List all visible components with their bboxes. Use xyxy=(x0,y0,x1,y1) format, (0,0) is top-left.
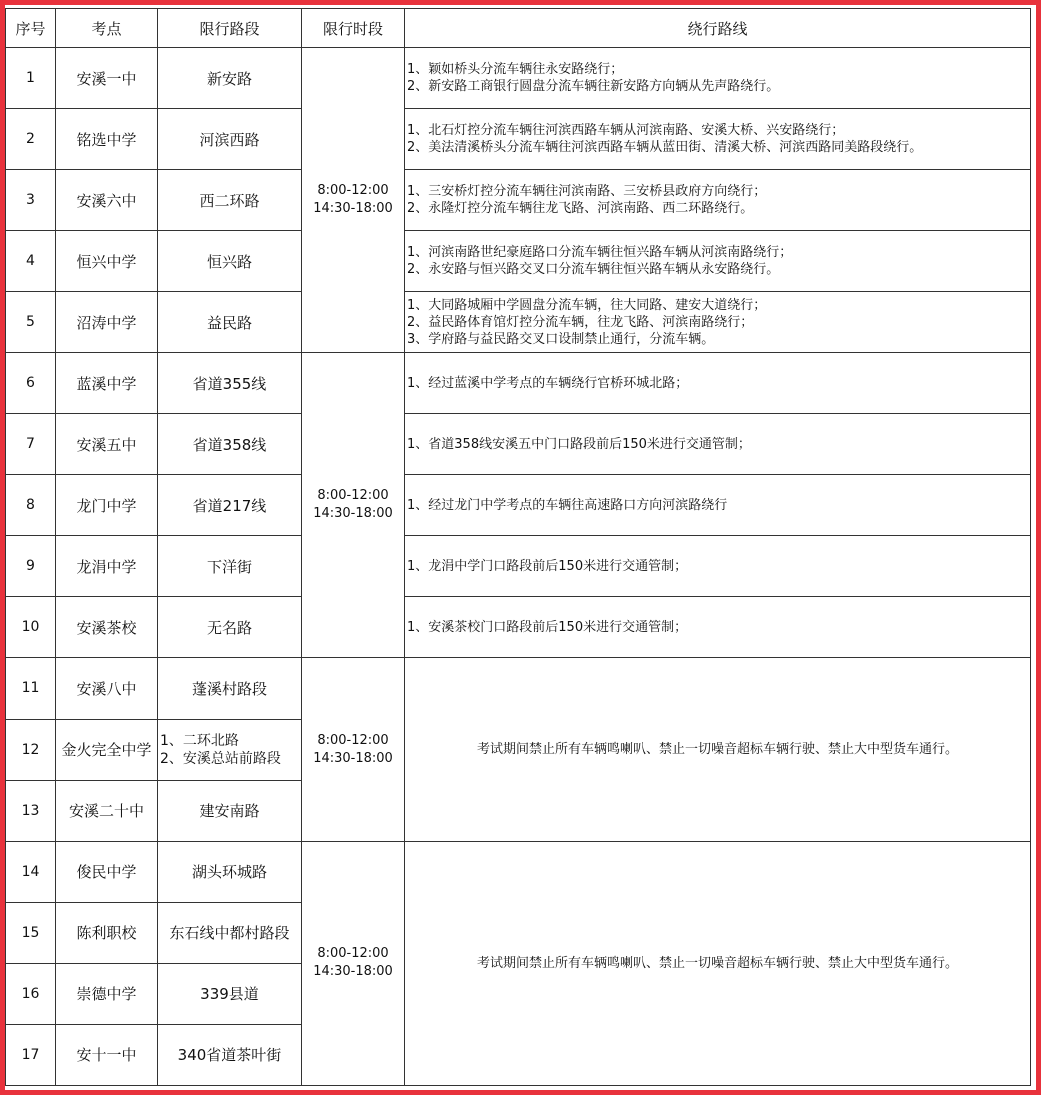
restricted-road: 益民路 xyxy=(158,292,302,353)
exam-site: 安溪八中 xyxy=(56,658,158,719)
table-row xyxy=(6,475,1031,536)
time-start: 8:00-12:00 xyxy=(317,732,389,748)
restricted-road: 西二环路 xyxy=(158,170,302,231)
table-row xyxy=(6,170,1031,231)
header-road: 限行路段 xyxy=(158,9,302,48)
route-line: 2、美法清溪桥头分流车辆往河滨西路车辆从蓝田街、清溪大桥、河滨西路同美路段绕行。 xyxy=(407,140,923,156)
restricted-road: 339县道 xyxy=(158,963,302,1024)
route-line: 1、经过龙门中学考点的车辆往高速路口方向河滨路绕行 xyxy=(407,497,728,513)
route-line: 1、三安桥灯控分流车辆往河滨南路、三安桥县政府方向绕行； xyxy=(407,184,767,200)
detour-route xyxy=(405,353,1031,414)
table-row xyxy=(6,658,1031,719)
detour-route xyxy=(405,536,1031,597)
time-block-2 xyxy=(302,353,405,658)
header-route: 绕行路线 xyxy=(405,9,1031,48)
detour-route xyxy=(405,597,1031,658)
route-line: 2、永安路与恒兴路交叉口分流车辆往恒兴路车辆从永安路绕行。 xyxy=(407,262,780,278)
route-line: 1、经过蓝溪中学考点的车辆绕行官桥环城北路； xyxy=(407,375,689,391)
exam-site: 龙涓中学 xyxy=(56,536,158,597)
detour-route xyxy=(405,231,1031,292)
table-row xyxy=(6,414,1031,475)
header-time: 限行时段 xyxy=(302,9,405,48)
restricted-road: 新安路 xyxy=(158,48,302,109)
row-num: 3 xyxy=(6,170,56,231)
row-num: 13 xyxy=(6,780,56,841)
restricted-road: 建安南路 xyxy=(158,780,302,841)
detour-route xyxy=(405,48,1031,109)
table-row xyxy=(6,231,1031,292)
exam-site: 陈利职校 xyxy=(56,902,158,963)
header-site: 考点 xyxy=(56,9,158,48)
restricted-road: 省道358线 xyxy=(158,414,302,475)
row-num: 5 xyxy=(6,292,56,353)
time-block-1 xyxy=(302,48,405,353)
row-num: 12 xyxy=(6,719,56,780)
time-block-4 xyxy=(302,841,405,1085)
row-num: 8 xyxy=(6,475,56,536)
time-end: 14:30-18:00 xyxy=(313,750,393,766)
detour-route xyxy=(405,475,1031,536)
row-num: 6 xyxy=(6,353,56,414)
group-route-2: 考试期间禁止所有车辆鸣喇叭、禁止一切噪音超标车辆行驶、禁止大中型货车通行。 xyxy=(405,841,1031,1085)
time-start: 8:00-12:00 xyxy=(317,488,389,504)
exam-site: 俊民中学 xyxy=(56,841,158,902)
road-line: 2、安溪总站前路段 xyxy=(160,750,281,767)
table-row xyxy=(6,292,1031,353)
exam-site: 安溪一中 xyxy=(56,48,158,109)
restricted-road: 无名路 xyxy=(158,597,302,658)
row-num: 4 xyxy=(6,231,56,292)
table-row xyxy=(6,536,1031,597)
restricted-road: 340省道茶叶街 xyxy=(158,1024,302,1085)
restricted-road: 湖头环城路 xyxy=(158,841,302,902)
row-num: 7 xyxy=(6,414,56,475)
route-line: 3、学府路与益民路交叉口设制禁止通行，分流车辆。 xyxy=(407,331,715,347)
exam-site: 安溪茶校 xyxy=(56,597,158,658)
exam-site: 铭选中学 xyxy=(56,109,158,170)
detour-route xyxy=(405,170,1031,231)
traffic-restriction-table xyxy=(5,8,1031,1086)
detour-route xyxy=(405,292,1031,353)
detour-route xyxy=(405,414,1031,475)
table-row xyxy=(6,841,1031,902)
exam-site: 崇德中学 xyxy=(56,963,158,1024)
road-line: 1、二环北路 xyxy=(160,732,239,749)
restricted-road: 河滨西路 xyxy=(158,109,302,170)
exam-site: 安溪二十中 xyxy=(56,780,158,841)
route-line: 2、新安路工商银行圆盘分流车辆往新安路方向辆从先声路绕行。 xyxy=(407,79,780,95)
exam-site: 沼涛中学 xyxy=(56,292,158,353)
row-num: 1 xyxy=(6,48,56,109)
route-line: 2、永隆灯控分流车辆往龙飞路、河滨南路、西二环路绕行。 xyxy=(407,201,754,217)
time-end: 14:30-18:00 xyxy=(313,964,393,980)
detour-route xyxy=(405,109,1031,170)
exam-site: 金火完全中学 xyxy=(56,719,158,780)
group-route-1: 考试期间禁止所有车辆鸣喇叭、禁止一切噪音超标车辆行驶、禁止大中型货车通行。 xyxy=(405,658,1031,841)
row-num: 16 xyxy=(6,963,56,1024)
row-num: 2 xyxy=(6,109,56,170)
row-num: 9 xyxy=(6,536,56,597)
table-row xyxy=(6,48,1031,109)
route-line: 1、河滨南路世纪豪庭路口分流车辆往恒兴路车辆从河滨南路绕行； xyxy=(407,245,793,261)
row-num: 17 xyxy=(6,1024,56,1085)
restricted-road xyxy=(158,719,302,780)
row-num: 10 xyxy=(6,597,56,658)
exam-site: 安溪五中 xyxy=(56,414,158,475)
exam-site: 龙门中学 xyxy=(56,475,158,536)
route-line: 1、安溪茶校门口路段前后150米进行交通管制； xyxy=(407,619,688,635)
route-line: 2、益民路体育馆灯控分流车辆，往龙飞路、河滨南路绕行； xyxy=(407,314,754,330)
time-start: 8:00-12:00 xyxy=(317,183,389,199)
row-num: 11 xyxy=(6,658,56,719)
route-line: 1、北石灯控分流车辆往河滨西路车辆从河滨南路、安溪大桥、兴安路绕行； xyxy=(407,123,845,139)
route-line: 1、大同路城厢中学圆盘分流车辆，往大同路、建安大道绕行； xyxy=(407,297,767,313)
table-header-row xyxy=(6,9,1031,48)
row-num: 14 xyxy=(6,841,56,902)
restricted-road: 恒兴路 xyxy=(158,231,302,292)
time-end: 14:30-18:00 xyxy=(313,201,393,217)
time-start: 8:00-12:00 xyxy=(317,946,389,962)
header-num: 序号 xyxy=(6,9,56,48)
restricted-road: 省道355线 xyxy=(158,353,302,414)
restricted-road: 省道217线 xyxy=(158,475,302,536)
restricted-road: 下洋街 xyxy=(158,536,302,597)
route-line: 1、颖如桥头分流车辆往永安路绕行； xyxy=(407,62,624,78)
exam-site: 蓝溪中学 xyxy=(56,353,158,414)
exam-site: 安溪六中 xyxy=(56,170,158,231)
time-end: 14:30-18:00 xyxy=(313,506,393,522)
exam-site: 恒兴中学 xyxy=(56,231,158,292)
route-line: 1、龙涓中学门口路段前后150米进行交通管制； xyxy=(407,558,688,574)
table-row xyxy=(6,353,1031,414)
table-row xyxy=(6,109,1031,170)
row-num: 15 xyxy=(6,902,56,963)
table-row xyxy=(6,597,1031,658)
exam-site: 安十一中 xyxy=(56,1024,158,1085)
route-line: 1、省道358线安溪五中门口路段前后150米进行交通管制； xyxy=(407,436,751,452)
time-block-3 xyxy=(302,658,405,841)
restricted-road: 东石线中都村路段 xyxy=(158,902,302,963)
restricted-road: 蓬溪村路段 xyxy=(158,658,302,719)
